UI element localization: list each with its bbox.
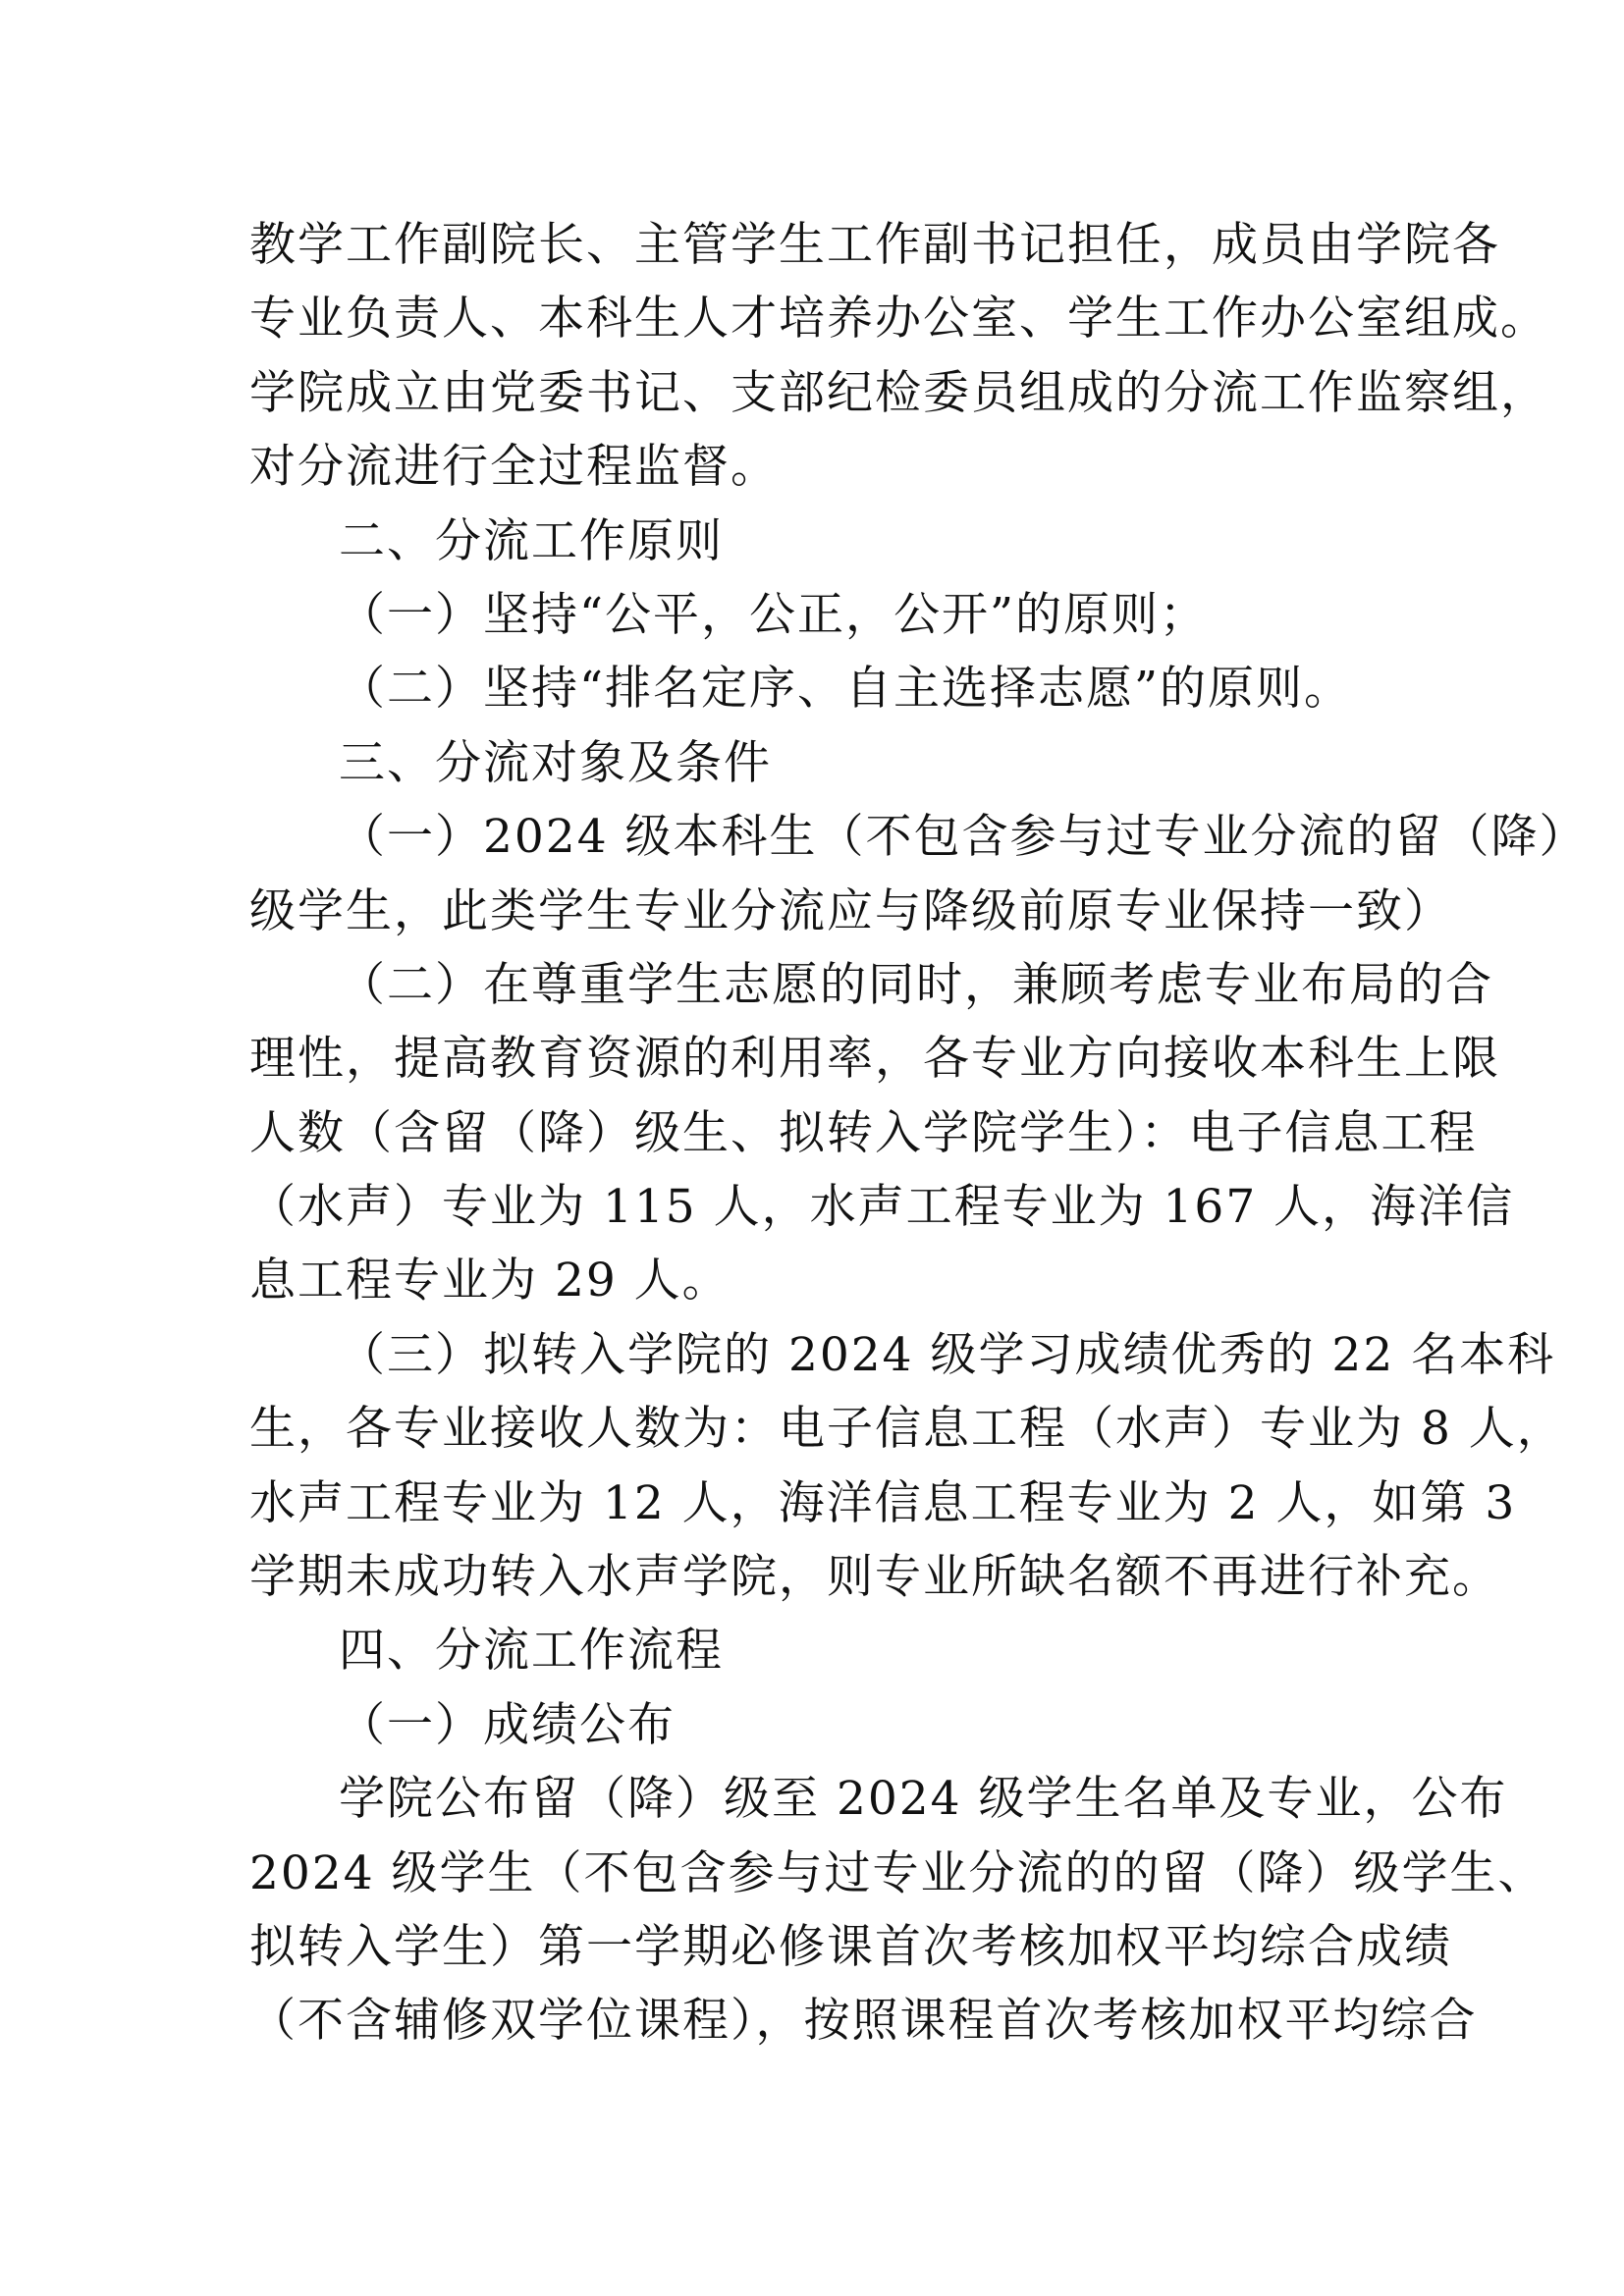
paragraph-line: 学院成立由党委书记、支部纪检委员组成的分流工作监察组， xyxy=(249,365,1548,420)
paragraph-line: 学期未成功转入水声学院，则专业所缺名额不再进行补充。 xyxy=(249,1550,1500,1605)
section-heading: 四、分流工作流程 xyxy=(339,1624,724,1679)
paragraph-line: 人数（含留（降）级生、拟转入学院学生）：电子信息工程 xyxy=(249,1105,1478,1160)
section-heading: 三、分流对象及条件 xyxy=(339,735,772,790)
paragraph-line: 水声工程专业为 12 人，海洋信息工程专业为 2 人，如第 3 xyxy=(249,1475,1517,1530)
paragraph-line: 生，各专业接收人数为：电子信息工程（水声）专业为 8 人， xyxy=(249,1402,1565,1457)
paragraph-line: （不含辅修双学位课程），按照课程首次考核加权平均综合 xyxy=(249,1994,1478,2049)
paragraph-line: （一）2024 级本科生（不包含参与过专业分流的留（降） xyxy=(339,810,1588,865)
subsection-heading: （一）成绩公布 xyxy=(339,1697,676,1752)
paragraph-line: 级学生，此类学生专业分流应与降级前原专业保持一致） xyxy=(249,883,1452,938)
paragraph-line: 教学工作副院长、主管学生工作副书记担任，成员由学院各 xyxy=(249,218,1500,272)
list-item: （一）坚持“公平，公正，公开”的原则； xyxy=(339,587,1209,642)
paragraph-line: （水声）专业为 115 人，水声工程专业为 167 人，海洋信 xyxy=(249,1180,1515,1235)
paragraph-line: 专业负责人、本科生人才培养办公室、学生工作办公室组成。 xyxy=(249,292,1548,347)
document-body xyxy=(249,208,1588,2058)
paragraph-line: 息工程专业为 29 人。 xyxy=(249,1254,731,1308)
list-item: （二）坚持“排名定序、自主选择志愿”的原则。 xyxy=(339,662,1353,717)
paragraph-line: 理性，提高教育资源的利用率，各专业方向接收本科生上限 xyxy=(249,1032,1500,1087)
paragraph-line: 学院公布留（降）级至 2024 级学生名单及专业，公布 xyxy=(339,1772,1508,1827)
section-heading: 二、分流工作原则 xyxy=(339,513,724,568)
paragraph-line: （三）拟转入学院的 2024 级学习成绩优秀的 22 名本科 xyxy=(339,1327,1556,1382)
paragraph-line: （二）在尊重学生志愿的同时，兼顾考虑专业布局的合 xyxy=(339,957,1493,1012)
paragraph-line: 2024 级学生（不包含参与过专业分流的的留（降）级学生、 xyxy=(249,1845,1546,1900)
paragraph-line: 对分流进行全过程监督。 xyxy=(249,440,779,495)
paragraph-line: 拟转入学生）第一学期必修课首次考核加权平均综合成绩 xyxy=(249,1919,1452,1974)
